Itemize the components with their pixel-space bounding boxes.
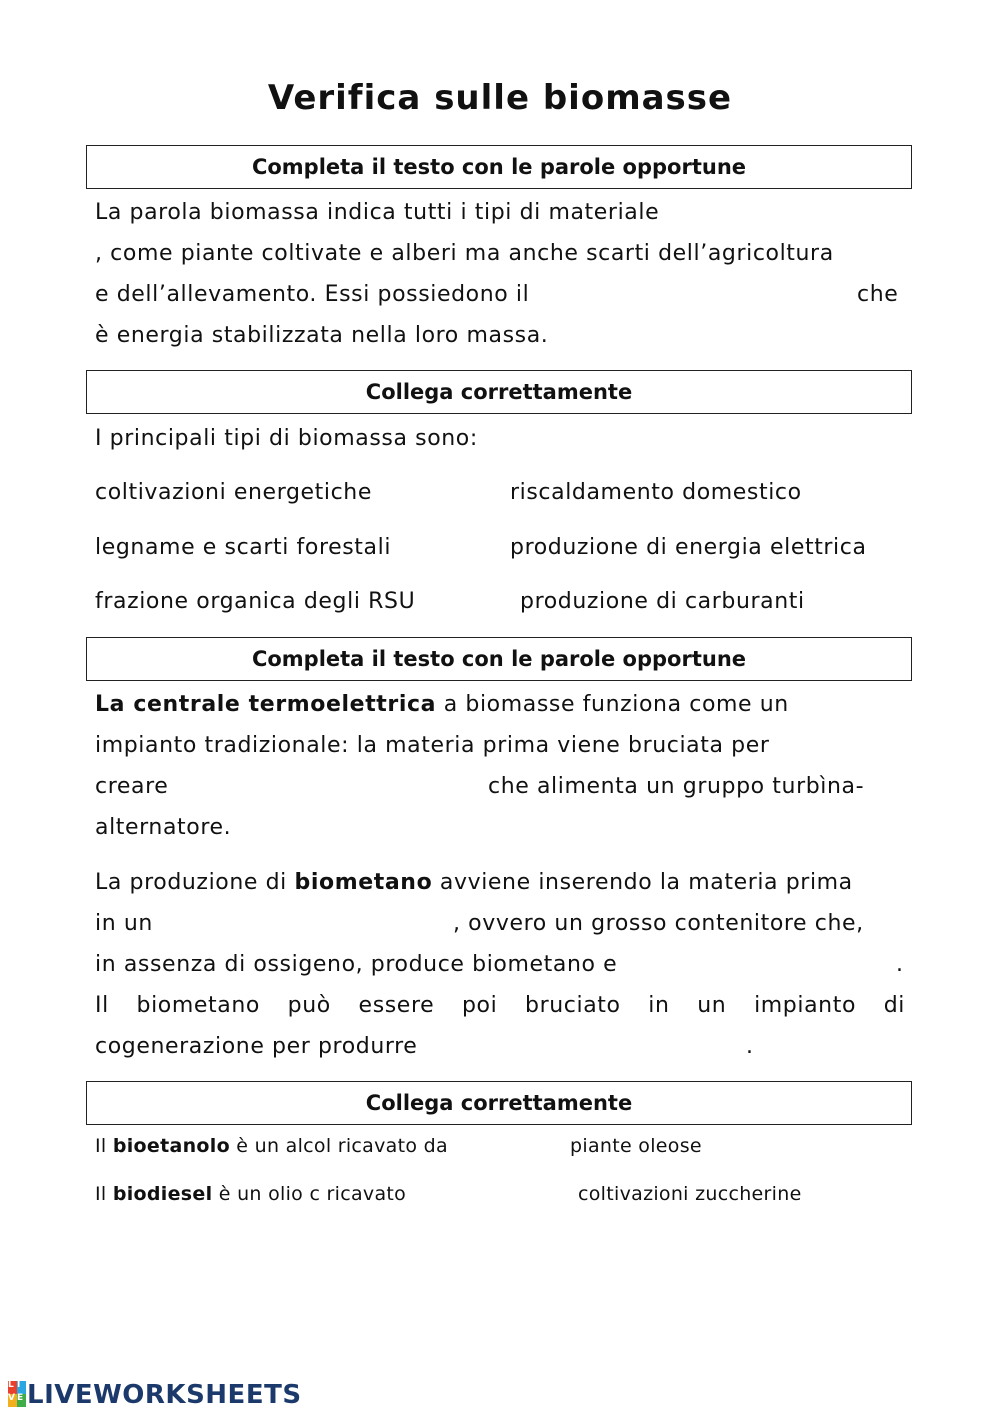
biodiesel-post: è un olio c ricavato (218, 1183, 407, 1205)
match-left-item[interactable]: frazione organica degli RSU (95, 589, 416, 614)
match-right-item[interactable]: riscaldamento domestico (510, 480, 802, 505)
match-right-item[interactable]: produzione di energia elettrica (510, 535, 867, 560)
centrale-term: La centrale termoelettrica (95, 692, 437, 717)
section2-intro: I principali tipi di biomassa sono: (95, 426, 478, 451)
section3-blank-digester[interactable] (160, 909, 457, 939)
biometano-term: biometano (294, 870, 433, 895)
section3-p2-line5b: . (746, 1034, 754, 1059)
biodiesel-pre: Il (95, 1183, 107, 1205)
logo-mark-letter: V (8, 1394, 17, 1407)
logo-mark-letter: E (17, 1394, 26, 1407)
logo-text: LIVEWORKSHEETS (27, 1380, 302, 1410)
section1-line3b: che (857, 282, 899, 307)
section3-p1-line3b: che alimenta un gruppo turbìna- (488, 774, 865, 799)
section4-header: Collega correttamente (86, 1081, 912, 1125)
section3-blank-steam[interactable] (185, 772, 487, 802)
bioetanolo-pre: Il (95, 1135, 107, 1157)
match-left-item[interactable]: coltivazioni energetiche (95, 480, 372, 505)
logo-mark-letter: L (8, 1381, 17, 1394)
section2-header: Collega correttamente (86, 370, 912, 414)
section3-blank-energy-heat[interactable] (452, 1032, 749, 1062)
section3-blank-digestate[interactable] (650, 950, 897, 980)
section3-p2-line3b: . (896, 952, 904, 977)
section3-p1-line1-rest: a biomasse funziona come un (443, 692, 789, 717)
section3-p2-line5a: cogenerazione per produrre (95, 1034, 418, 1059)
section3-p2-line1-b: avviene inserendo la materia prima (439, 870, 853, 895)
section3-p1-line1 (95, 692, 789, 717)
section3-p2-line2a: in un (95, 911, 153, 936)
match-left-item[interactable]: legname e scarti forestali (95, 535, 392, 560)
section1-line3a: e dell’allevamento. Essi possiedono il (95, 282, 530, 307)
logo-mark-letter: I (17, 1381, 26, 1394)
section3-header: Completa il testo con le parole opportune (86, 637, 912, 681)
liveworksheets-logo (8, 1380, 302, 1410)
match-left-item[interactable] (95, 1183, 406, 1205)
section3-p2-line3a: in assenza di ossigeno, produce biometano e (95, 952, 618, 977)
match-right-item[interactable]: produzione di carburanti (520, 589, 805, 614)
section1-line2: , come piante coltivate e alberi ma anche scarti dell’agricoltura (95, 241, 834, 266)
logo-mark-icon (8, 1381, 26, 1407)
section3-p1-line3a: creare (95, 774, 169, 799)
section3-p1-line2: impianto tradizionale: la materia prima viene bruciata per (95, 733, 770, 758)
section1-line4: è energia stabilizzata nella loro massa. (95, 323, 549, 348)
bioetanolo-term: bioetanolo (112, 1135, 230, 1157)
page-title: Verifica sulle biomasse (267, 78, 733, 118)
match-right-item[interactable]: piante oleose (570, 1135, 702, 1157)
section1-blank-material[interactable] (710, 198, 912, 228)
section1-blank-energy[interactable] (575, 280, 857, 310)
match-left-item[interactable] (95, 1135, 448, 1157)
section3-p1-line4: alternatore. (95, 815, 232, 840)
bioetanolo-post: è un alcol ricavato da (236, 1135, 448, 1157)
section1-header: Completa il testo con le parole opportune (86, 145, 912, 189)
biodiesel-term: biodiesel (112, 1183, 213, 1205)
section3-p2-line1 (95, 870, 853, 895)
section1-line1: La parola biomassa indica tutti i tipi di materiale (95, 200, 660, 225)
section3-p2-line1-a: La produzione di (95, 870, 287, 895)
match-right-item[interactable]: coltivazioni zuccherine (578, 1183, 802, 1205)
section3-p2-line2b: , ovvero un grosso contenitore che, (453, 911, 864, 936)
section3-p2-line4: Il biometano può essere poi bruciato in un impianto di (95, 993, 905, 1018)
